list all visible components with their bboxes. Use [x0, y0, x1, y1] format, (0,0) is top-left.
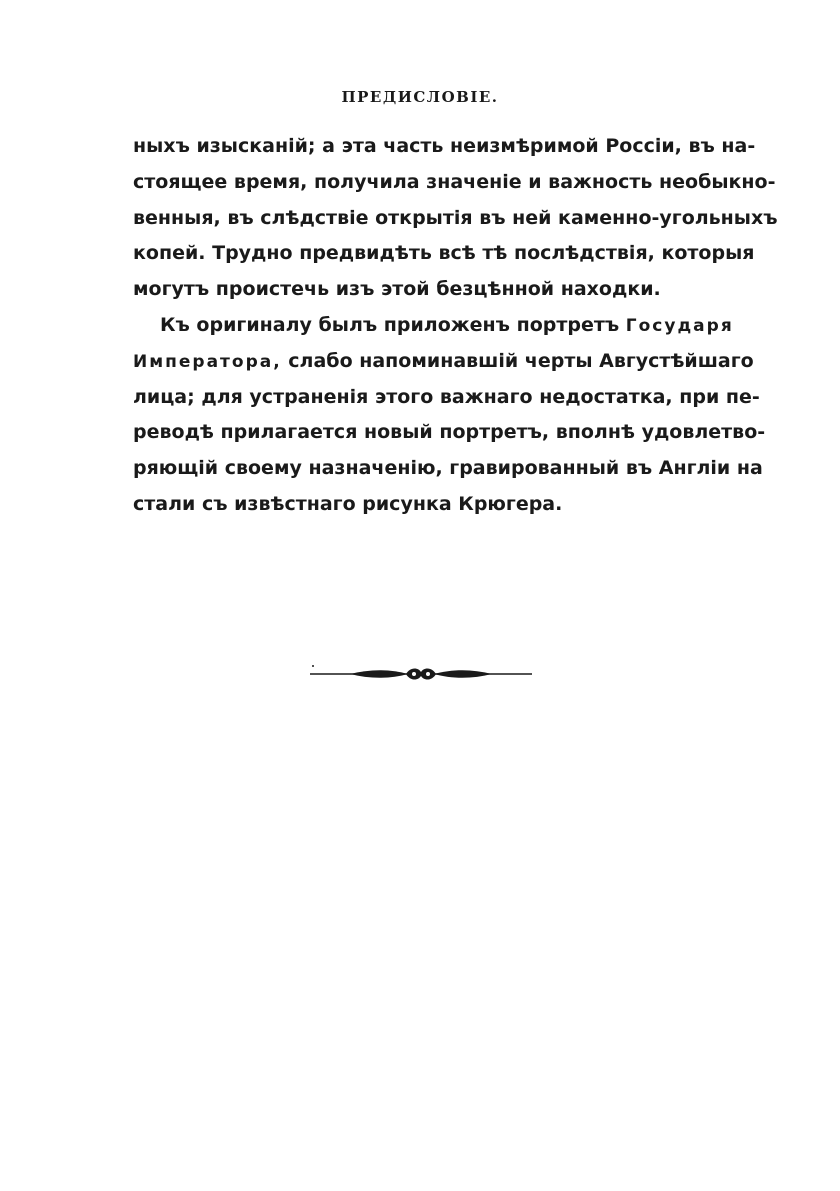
text-line: реводѣ прилагается новый портретъ, вполнѣ удовлетво- — [133, 421, 766, 444]
text-line: венныя, въ слѣдствіе открытія въ ней каменно-угольныхъ — [133, 206, 778, 229]
text-line: ряющій своему назначенію, гравированный въ Англіи на — [133, 457, 763, 480]
text-line-mixed — [133, 308, 734, 344]
text-segment: Къ оригиналу былъ приложенъ портретъ — [160, 313, 620, 336]
text-line: ныхъ изысканій; а эта часть неизмѣримой Россіи, въ на- — [133, 135, 756, 157]
text-line: стали съ извѣстнаго рисунка Крюгера. — [133, 492, 563, 515]
text-segment: слабо напоминавшій черты Августѣйшаго — [288, 349, 754, 372]
text-line-mixed — [133, 344, 754, 380]
running-head: ПРЕДИСЛОВІЕ. — [341, 88, 499, 106]
text-line: стоящее время, получила значеніе и важность необыкно- — [133, 170, 776, 193]
main-text — [133, 129, 778, 523]
text-line: копей. Трудно предвидѣть всѣ тѣ послѣдствія, которыя — [133, 242, 755, 265]
text-line: могутъ проистечь изъ этой безцѣнной находки. — [133, 278, 661, 301]
smallcaps-segment: Государя — [625, 315, 734, 336]
smallcaps-segment: Императора, — [133, 351, 282, 372]
text-line: лица; для устраненія этого важнаго недостатка, при пе- — [133, 385, 760, 408]
ornamental-rule-icon — [310, 662, 532, 684]
